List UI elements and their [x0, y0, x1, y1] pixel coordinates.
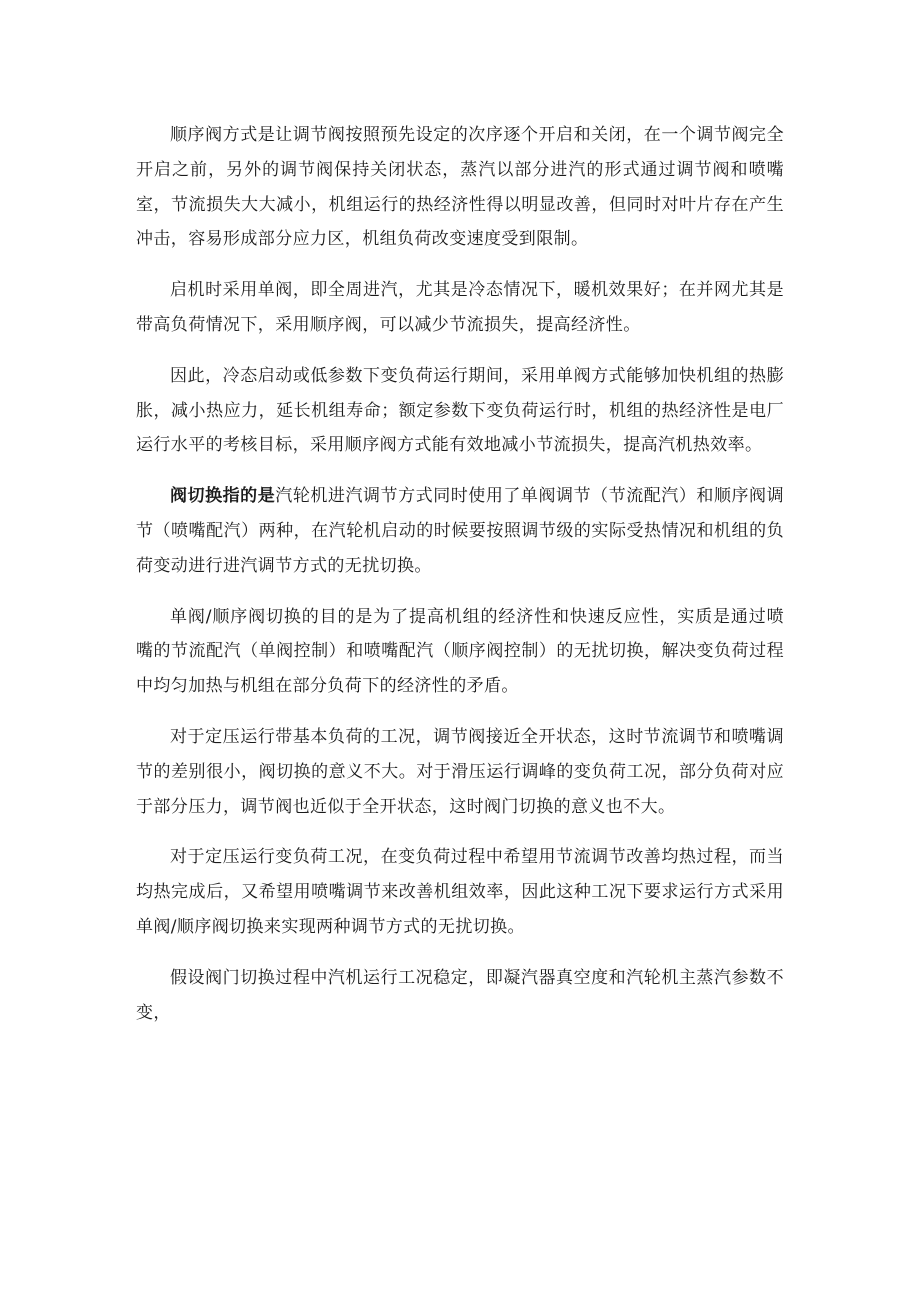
paragraph-6-text: 对于定压运行带基本负荷的工况，调节阀接近全开状态，这时节流调节和喷嘴调节的差别很小，阀切换的意义不大。对于滑压运行调峰的变负荷工况，部分负荷对应于部分压力，调节阀也近似于全开状态，这时阀门切换的意义也不大。 — [136, 726, 784, 817]
paragraph-7-text: 对于定压运行变负荷工况，在变负荷过程中希望用节流调节改善均热过程，而当均热完成后，又希望用喷嘴调节来改善机组效率，因此这种工况下要求运行方式采用单阀/顺序阀切换来实现两种调节方式的无扰切换。 — [136, 847, 784, 937]
paragraph-6 — [136, 720, 784, 824]
paragraph-1 — [136, 118, 784, 257]
paragraph-2 — [136, 273, 784, 343]
paragraph-4-bold: 阀切换指的是 — [170, 486, 276, 507]
paragraph-4 — [136, 479, 784, 583]
paragraph-8-text: 假设阀门切换过程中汽机运行工况稳定，即凝汽器真空度和汽轮机主蒸汽参数不变， — [136, 967, 784, 1023]
paragraph-5-text: 单阀/顺序阀切换的目的是为了提高机组的经济性和快速反应性，实质是通过喷嘴的节流配汽（单阀控制）和喷嘴配汽（顺序阀控制）的无扰切换，解决变负荷过程中均匀加热与机组在部分负荷下的经济性的矛盾。 — [136, 606, 784, 697]
document-page — [136, 118, 784, 1046]
paragraph-3-text: 因此，冷态启动或低参数下变负荷运行期间，采用单阀方式能够加快机组的热膨胀，减小热应力，延长机组寿命；额定参数下变负荷运行时，机组的热经济性是电厂运行水平的考核目标，采用顺序阀方式能有效地减小节流损失，提高汽机热效率。 — [136, 365, 784, 456]
paragraph-2-text: 启机时采用单阀，即全周进汽，尤其是冷态情况下，暖机效果好；在并网尤其是带高负荷情况下，采用顺序阀，可以减少节流损失，提高经济性。 — [136, 280, 784, 335]
paragraph-8 — [136, 961, 784, 1031]
paragraph-4-text: 汽轮机进汽调节方式同时使用了单阀调节（节流配汽）和顺序阀调节（喷嘴配汽）两种，在汽轮机启动的时候要按照调节级的实际受热情况和机组的负荷变动进行进汽调节方式的无扰切换。 — [136, 486, 784, 576]
paragraph-1-text: 顺序阀方式是让调节阀按照预先设定的次序逐个开启和关闭，在一个调节阀完全开启之前，另外的调节阀保持关闭状态，蒸汽以部分进汽的形式通过调节阀和喷嘴室，节流损失大大减小，机组运行的热经济性得以明显改善，但同时对叶片存在产生冲击，容易形成部分应力区，机组负荷改变速度受到限制。 — [136, 125, 784, 250]
paragraph-7 — [136, 840, 784, 944]
paragraph-3 — [136, 359, 784, 463]
paragraph-5 — [136, 600, 784, 704]
